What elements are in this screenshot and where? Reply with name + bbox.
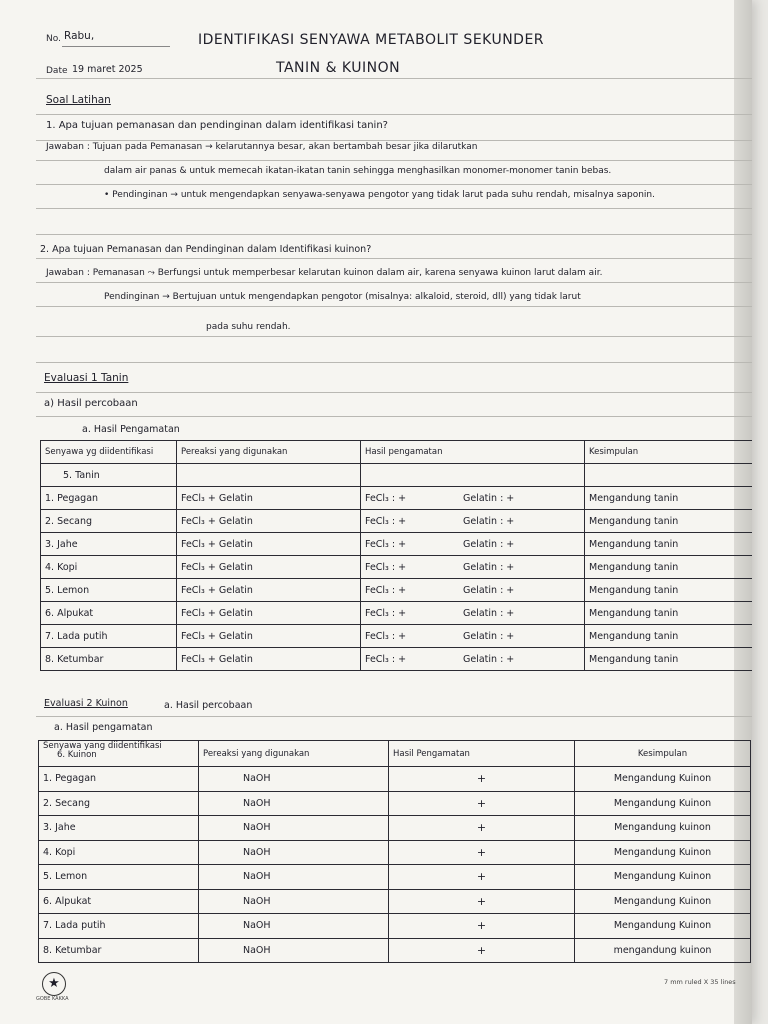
table-row — [39, 914, 751, 939]
brand-star-icon: ★ — [42, 972, 66, 996]
gelatin-result: Gelatin : + — [463, 653, 515, 665]
table-cell: 2. Secang — [39, 791, 199, 816]
table-cell — [361, 648, 585, 671]
ruled-line — [36, 258, 752, 259]
fecl3-result: FeCl₃ : + — [365, 584, 407, 596]
fecl3-result: FeCl₃ : + — [365, 607, 407, 619]
eval-2-heading: Evaluasi 2 Kuinon — [44, 698, 128, 709]
table-cell: Mengandung Kuinon — [575, 840, 751, 865]
table-cell: Mengandung Kuinon — [575, 914, 751, 939]
ruling-note: 7 mm ruled X 35 lines — [664, 978, 736, 986]
table-row — [41, 602, 753, 625]
table-cell — [361, 556, 585, 579]
ruled-line — [36, 234, 752, 235]
table-cell: NaOH — [199, 938, 389, 963]
ruled-line — [36, 336, 752, 337]
table-cell: 6. Alpukat — [39, 889, 199, 914]
table-cell: NaOH — [199, 791, 389, 816]
table-cell: Mengandung Kuinon — [575, 889, 751, 914]
no-value: Rabu, — [64, 30, 95, 42]
ruled-line — [36, 140, 752, 141]
fecl3-result: FeCl₃ : + — [365, 492, 407, 504]
table-row — [39, 791, 751, 816]
answer-2-line-1: Jawaban : Pemanasan ⤳ Berfungsi untuk memperbesar kelarutan kuinon dalam air, karena senyawa kuinon larut dalam air. — [46, 268, 603, 278]
table-row — [39, 889, 751, 914]
ruled-line — [36, 208, 752, 209]
table-cell: Mengandung Kuinon — [575, 791, 751, 816]
empty-cell — [361, 464, 585, 487]
table-cell: + — [389, 938, 575, 963]
tanin-table — [40, 440, 752, 671]
table-row — [41, 625, 753, 648]
page-title: IDENTIFIKASI SENYAWA METABOLIT SEKUNDER — [198, 32, 545, 48]
date-label: Date — [46, 66, 68, 76]
table-cell — [361, 579, 585, 602]
kuinon-table-body — [39, 767, 751, 963]
empty-cell — [177, 464, 361, 487]
table-cell: Mengandung tanin — [585, 510, 753, 533]
table-row — [39, 865, 751, 890]
ruled-line — [36, 716, 752, 717]
table-cell: 5. Lemon — [39, 865, 199, 890]
tanin-table-body — [41, 487, 753, 671]
answer-1-line-2: dalam air panas & untuk memecah ikatan-ikatan tanin sehingga menghasilkan monomer-monomer tanin bebas. — [104, 166, 612, 176]
header-cell: Hasil pengamatan — [361, 441, 585, 464]
group-label: 6. Kuinon — [57, 750, 97, 760]
table-cell: Mengandung tanin — [585, 487, 753, 510]
table-cell — [361, 533, 585, 556]
table-cell: 1. Pegagan — [39, 767, 199, 792]
table-row — [41, 648, 753, 671]
table-cell: NaOH — [199, 816, 389, 841]
ruled-line — [36, 416, 752, 417]
table-cell: Mengandung tanin — [585, 556, 753, 579]
table-cell: + — [389, 791, 575, 816]
gelatin-result: Gelatin : + — [463, 515, 515, 527]
table-cell — [361, 625, 585, 648]
table-cell: + — [389, 865, 575, 890]
answer-2-line-2: Pendinginan → Bertujuan untuk mengendapkan pengotor (misalnya: alkaloid, steroid, dll) yang tidak larut — [104, 292, 581, 302]
fecl3-result: FeCl₃ : + — [365, 561, 407, 573]
answer-1-line-1: Jawaban : Tujuan pada Pemanasan → kelarutannya besar, akan bertambah besar jika dilarutkan — [46, 142, 478, 152]
eval-1-hasil-label: a. Hasil Pengamatan — [82, 424, 180, 435]
table-cell: NaOH — [199, 840, 389, 865]
table-cell: FeCl₃ + Gelatin — [177, 556, 361, 579]
eval-2-hasil-label: a. Hasil pengamatan — [54, 722, 153, 733]
table-cell: FeCl₃ + Gelatin — [177, 510, 361, 533]
table-cell: Mengandung kuinon — [575, 816, 751, 841]
ruled-line — [36, 392, 752, 393]
table-cell: NaOH — [199, 914, 389, 939]
table-cell: 6. Alpukat — [41, 602, 177, 625]
gelatin-result: Gelatin : + — [463, 538, 515, 550]
table-row — [41, 579, 753, 602]
table-cell: NaOH — [199, 889, 389, 914]
header-cell: Kesimpulan — [575, 741, 751, 767]
table-cell: NaOH — [199, 767, 389, 792]
empty-cell — [585, 464, 753, 487]
date-value: 19 maret 2025 — [72, 64, 143, 75]
eval-1-heading: Evaluasi 1 Tanin — [44, 372, 129, 384]
fecl3-result: FeCl₃ : + — [365, 653, 407, 665]
page-subtitle: TANIN & KUINON — [276, 60, 401, 76]
table-cell: Mengandung tanin — [585, 533, 753, 556]
table-cell: Mengandung tanin — [585, 579, 753, 602]
kuinon-table — [38, 740, 751, 963]
table-row — [39, 816, 751, 841]
eval-2-subheading: a. Hasil percobaan — [164, 700, 253, 711]
header-text: Senyawa yang diidentifikasi — [43, 741, 162, 751]
group-label: 5. Tanin — [41, 464, 177, 487]
table-cell: mengandung kuinon — [575, 938, 751, 963]
table-cell: FeCl₃ + Gelatin — [177, 579, 361, 602]
gelatin-result: Gelatin : + — [463, 584, 515, 596]
table-row — [41, 533, 753, 556]
table-cell — [361, 510, 585, 533]
ruled-line — [36, 160, 752, 161]
no-underline — [62, 46, 170, 47]
gelatin-result: Gelatin : + — [463, 492, 515, 504]
fecl3-result: FeCl₃ : + — [365, 515, 407, 527]
no-label: No. — [46, 34, 61, 44]
ruled-line — [36, 114, 752, 115]
table-cell: Mengandung Kuinon — [575, 865, 751, 890]
header-cell: Pereaksi yang digunakan — [199, 741, 389, 767]
table-cell: Mengandung Kuinon — [575, 767, 751, 792]
table-cell: Mengandung tanin — [585, 648, 753, 671]
question-1: 1. Apa tujuan pemanasan dan pendinginan dalam identifikasi tanin? — [46, 120, 388, 131]
soal-heading: Soal Latihan — [46, 94, 111, 106]
table-row — [39, 840, 751, 865]
table-cell: 7. Lada putih — [39, 914, 199, 939]
ruled-line — [36, 78, 752, 79]
gelatin-result: Gelatin : + — [463, 561, 515, 573]
table-cell: FeCl₃ + Gelatin — [177, 533, 361, 556]
table-cell: FeCl₃ + Gelatin — [177, 602, 361, 625]
fecl3-result: FeCl₃ : + — [365, 538, 407, 550]
table-cell: + — [389, 889, 575, 914]
table-cell: 1. Pegagan — [41, 487, 177, 510]
gelatin-result: Gelatin : + — [463, 630, 515, 642]
table-cell: FeCl₃ + Gelatin — [177, 487, 361, 510]
eval-1-subheading: a) Hasil percobaan — [44, 398, 138, 409]
table-row — [41, 556, 753, 579]
table-row — [39, 767, 751, 792]
table-cell: 2. Secang — [41, 510, 177, 533]
tanin-group-row — [41, 464, 753, 487]
table-cell: 3. Jahe — [41, 533, 177, 556]
table-cell: 3. Jahe — [39, 816, 199, 841]
table-cell — [361, 487, 585, 510]
header-cell — [39, 741, 199, 767]
table-row — [41, 510, 753, 533]
table-cell: + — [389, 816, 575, 841]
ruled-line — [36, 306, 752, 307]
table-cell: 7. Lada putih — [41, 625, 177, 648]
table-cell: 8. Ketumbar — [41, 648, 177, 671]
table-cell: 8. Ketumbar — [39, 938, 199, 963]
table-cell: 4. Kopi — [39, 840, 199, 865]
table-row — [41, 487, 753, 510]
header-cell: Hasil Pengamatan — [389, 741, 575, 767]
table-cell: 4. Kopi — [41, 556, 177, 579]
header-cell: Senyawa yg diidentifikasi — [41, 441, 177, 464]
table-cell: NaOH — [199, 865, 389, 890]
table-row — [39, 938, 751, 963]
brand-name: GOBE KAKKA — [36, 996, 69, 1002]
answer-1-line-3: • Pendinginan → untuk mengendapkan senyawa-senyawa pengotor yang tidak larut pada suhu rendah, misalnya saponin. — [104, 190, 655, 200]
table-cell: + — [389, 767, 575, 792]
header-cell: Pereaksi yang digunakan — [177, 441, 361, 464]
table-cell: Mengandung tanin — [585, 625, 753, 648]
gelatin-result: Gelatin : + — [463, 607, 515, 619]
tanin-table-header — [41, 441, 753, 464]
ruled-line — [36, 362, 752, 363]
kuinon-table-header — [39, 741, 751, 767]
table-cell: FeCl₃ + Gelatin — [177, 625, 361, 648]
answer-2-line-3: pada suhu rendah. — [206, 322, 291, 332]
ruled-line — [36, 184, 752, 185]
table-cell: + — [389, 914, 575, 939]
table-cell: 5. Lemon — [41, 579, 177, 602]
header-cell: Kesimpulan — [585, 441, 753, 464]
fecl3-result: FeCl₃ : + — [365, 630, 407, 642]
question-2: 2. Apa tujuan Pemanasan dan Pendinginan dalam Identifikasi kuinon? — [40, 244, 372, 255]
ruled-line — [36, 282, 752, 283]
table-cell — [361, 602, 585, 625]
table-cell: FeCl₃ + Gelatin — [177, 648, 361, 671]
table-cell: Mengandung tanin — [585, 602, 753, 625]
table-cell: + — [389, 840, 575, 865]
